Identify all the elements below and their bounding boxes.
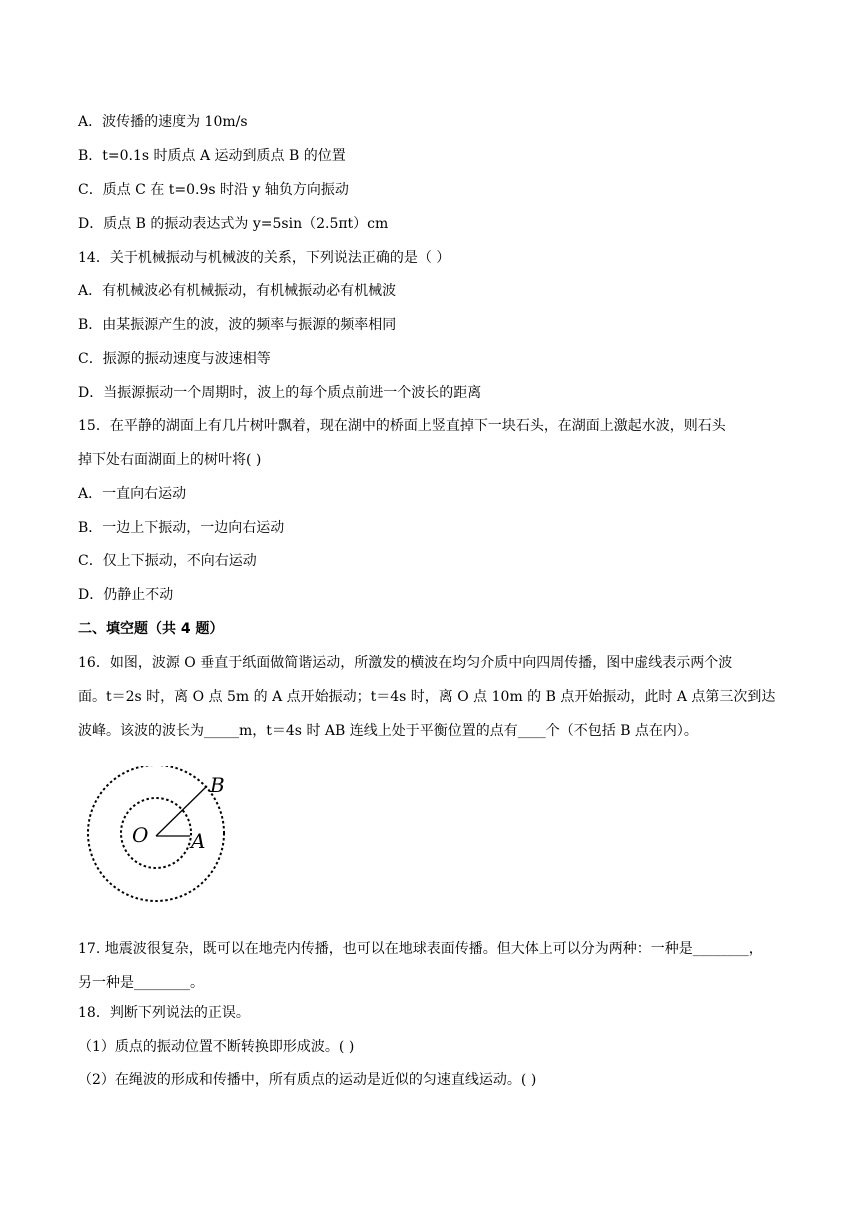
q13-option-d: D．质点 B 的振动表达式为 y=5sin（2.5πt）cm <box>78 216 389 232</box>
q16-line1: 16．如图，波源 O 垂直于纸面做简谐运动，所激发的横波在均匀介质中向四周传播，图中虚线表示两个波 <box>78 655 733 671</box>
q13-option-a: A．波传播的速度为 10m/s <box>78 114 248 130</box>
section-title: 二、填空题（共 4 题） <box>78 621 224 637</box>
label-b: B <box>210 773 225 797</box>
q13-option-c: C．质点 C 在 t=0.9s 时沿 y 轴负方向振动 <box>78 182 349 198</box>
q14-option-c: C．振源的振动速度与波速相等 <box>78 351 271 367</box>
q15-option-d: D．仍静止不动 <box>78 587 174 603</box>
q16-line2: 面。t＝2s 时，离 O 点 5m 的 A 点开始振动；t＝4s 时，离 O 点 10m 的 B 点开始振动，此时 A 点第三次到达 <box>78 689 776 705</box>
q14-option-a: A．有机械波必有机械振动，有机械振动必有机械波 <box>78 283 397 299</box>
q18-item-1: （1）质点的振动位置不断转换即形成波。( ) <box>78 1039 355 1055</box>
q15-stem-line1: 15．在平静的湖面上有几片树叶飘着，现在湖中的桥面上竖直掉下一块石头，在湖面上激起水波，则石头 <box>78 418 726 434</box>
q16-line3: 波峰。该波的波长为_____m，t＝4s 时 AB 连线上处于平衡位置的点有____个（不包括 B 点在内）。 <box>78 723 698 739</box>
q15-option-b: B．一边上下振动，一边向右运动 <box>78 520 285 536</box>
q14-stem: 14．关于机械振动与机械波的关系，下列说法正确的是（ ） <box>78 250 451 266</box>
label-a: A <box>191 829 206 853</box>
q15-option-c: C．仅上下振动，不向右运动 <box>78 553 257 569</box>
q17-line2: 另一种是________。 <box>78 975 204 991</box>
wave-surface-figure <box>80 766 240 906</box>
q15-stem-line2: 掉下处右面湖面上的树叶将( ) <box>78 452 262 468</box>
q14-option-d: D．当振源振动一个周期时，波上的每个质点前进一个波长的距离 <box>78 385 482 401</box>
label-o: O <box>132 823 149 847</box>
q18-item-2: （2）在绳波的形成和传播中，所有质点的运动是近似的匀速直线运动。( ) <box>78 1072 537 1088</box>
q15-option-a: A．一直向右运动 <box>78 486 187 502</box>
q17-line1: 17. 地震波很复杂，既可以在地壳内传播，也可以在地球表面传播。但大体上可以分为两种：一种是________， <box>78 941 763 957</box>
q14-option-b: B．由某振源产生的波，波的频率与振源的频率相同 <box>78 317 397 333</box>
q13-option-b: B．t=0.1s 时质点 A 运动到质点 B 的位置 <box>78 148 346 164</box>
q18-stem: 18．判断下列说法的正误。 <box>78 1005 250 1021</box>
